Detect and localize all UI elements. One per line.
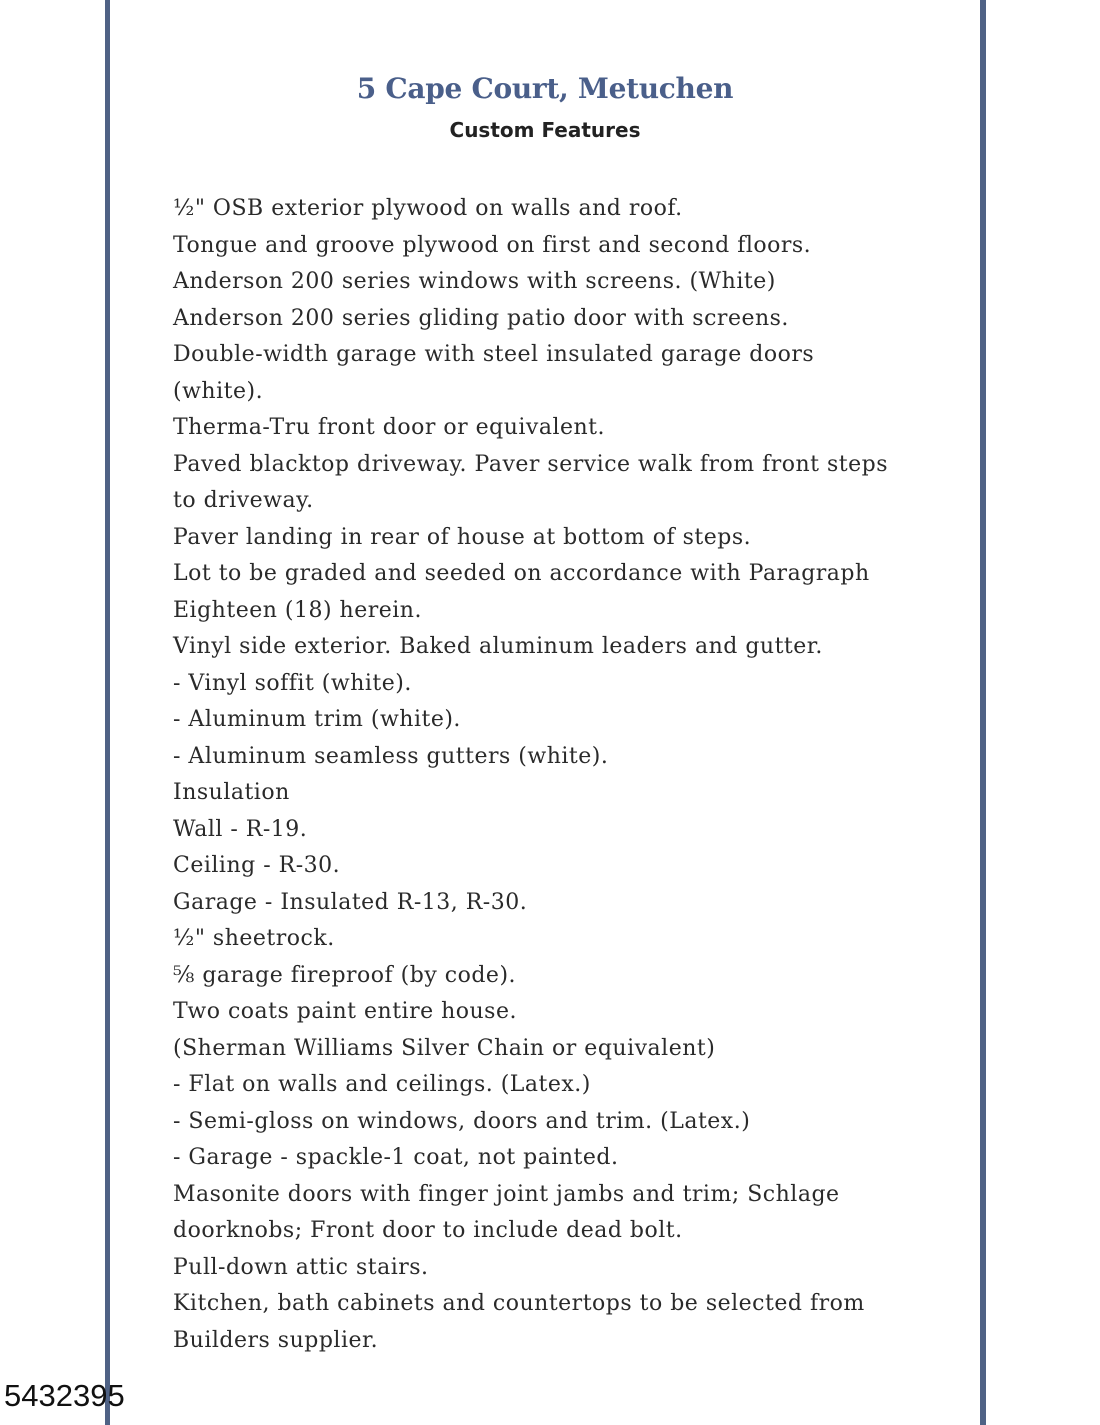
feature-line: Insulation — [173, 780, 290, 805]
feature-line: Wall - R-19. — [173, 816, 308, 842]
left-border-line — [105, 0, 110, 1425]
feature-line: (white). — [173, 378, 264, 404]
feature-line: ½" OSB exterior plywood on walls and roof. — [173, 196, 683, 221]
feature-line: to driveway. — [173, 488, 314, 513]
feature-line: - Vinyl soffit (white). — [173, 670, 412, 696]
feature-line: Anderson 200 series windows with screens. (White) — [173, 269, 776, 294]
feature-line: - Semi-gloss on windows, doors and trim. (Latex.) — [173, 1108, 751, 1134]
feature-line: Paver landing in rear of house at bottom of steps. — [173, 524, 752, 550]
feature-line: - Flat on walls and ceilings. (Latex.) — [173, 1072, 591, 1097]
feature-line: Eighteen (18) herein. — [173, 597, 422, 623]
feature-line: Ceiling - R-30. — [173, 853, 341, 878]
document-subtitle: Custom Features — [449, 118, 641, 142]
feature-line: Paved blacktop driveway. Paver service walk from front steps — [173, 451, 889, 477]
feature-line: Double-width garage with steel insulated garage doors — [173, 342, 815, 367]
feature-line: Pull-down attic stairs. — [173, 1254, 429, 1280]
feature-line: doorknobs; Front door to include dead bolt. — [173, 1218, 683, 1243]
feature-line: Lot to be graded and seeded on accordance with Paragraph — [173, 561, 870, 586]
feature-line: (Sherman Williams Silver Chain or equivalent) — [173, 1035, 716, 1061]
feature-line: Garage - Insulated R-13, R-30. — [173, 889, 528, 915]
feature-line: Tongue and groove plywood on first and second floors. — [173, 232, 812, 258]
feature-line: - Aluminum trim (white). — [173, 707, 461, 732]
features-list — [173, 191, 973, 1359]
feature-line: Builders supplier. — [173, 1327, 379, 1353]
document-title: 5 Cape Court, Metuchen — [356, 72, 734, 105]
feature-line: Kitchen, bath cabinets and countertops to be selected from — [173, 1291, 865, 1316]
feature-line: ½" sheetrock. — [173, 926, 335, 951]
feature-line: Therma-Tru front door or equivalent. — [173, 415, 606, 440]
right-border-line — [980, 0, 986, 1425]
feature-line: Vinyl side exterior. Baked aluminum leaders and gutter. — [173, 634, 823, 659]
feature-line: Anderson 200 series gliding patio door with screens. — [173, 305, 789, 331]
feature-line: Two coats paint entire house. — [173, 999, 517, 1024]
feature-line: ⅝ garage fireproof (by code). — [173, 962, 517, 988]
feature-line: - Aluminum seamless gutters (white). — [173, 743, 609, 769]
feature-line: Masonite doors with finger joint jambs and trim; Schlage — [173, 1181, 840, 1207]
listing-id-label: 5432395 — [4, 1378, 125, 1413]
feature-line: - Garage - spackle-1 coat, not painted. — [173, 1145, 619, 1170]
